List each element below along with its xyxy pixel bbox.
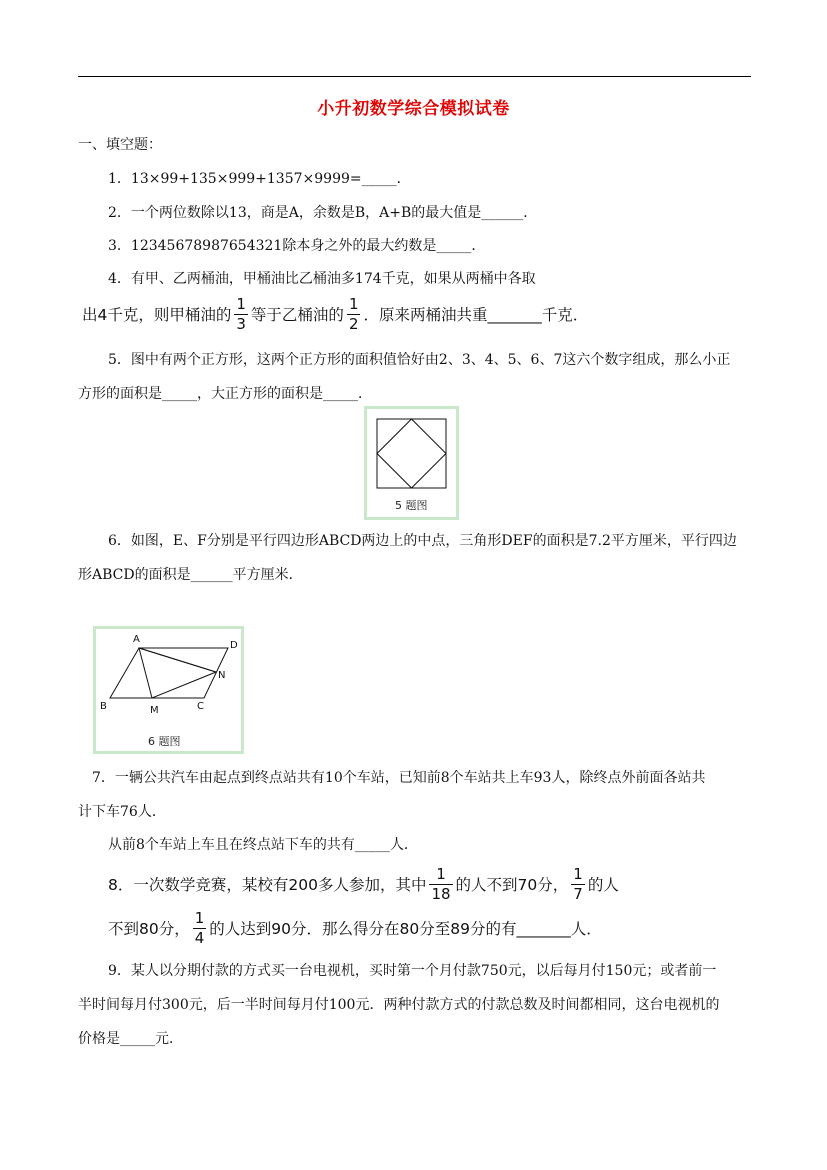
question-4-line1: 4．有甲、乙两桶油，甲桶油比乙桶油多174千克，如果从两桶中各取: [108, 271, 536, 287]
figure-5-box: [364, 406, 459, 520]
question-9-line2: 半时间每月付300元，后一半时间每月付100元．两种付款方式的付款总数及时间都相同，这台电视机的: [78, 997, 720, 1013]
label-n: N: [218, 670, 226, 681]
question-3: 3．12345678987654321除本身之外的最大约数是_____．: [108, 238, 486, 254]
section-heading: 一、填空题：: [78, 137, 162, 153]
question-6-line1: 6．如图，E、F分别是平行四边形ABCD两边上的中点，三角形DEF的面积是7.2平方厘米，平行四边: [108, 533, 737, 549]
label-m: M: [150, 705, 159, 716]
question-6-line2: 形ABCD的面积是______平方厘米．: [78, 567, 303, 583]
fraction-one-fourth: [193, 908, 207, 947]
segment-an: [139, 648, 216, 672]
question-7-line1: 7．一辆公共汽车由起点到终点站共有10个车站，已知前8个车站共上车93人，除终点外前面各站共: [92, 770, 706, 786]
question-8-line2: [108, 906, 602, 950]
frac-num: 1: [429, 867, 452, 885]
question-2: 2．一个两位数除以13，商是A，余数是B，A+B的最大值是______．: [108, 205, 538, 221]
question-4-line2: [82, 294, 588, 334]
q4-text-b: 等于乙桶油的: [250, 306, 344, 324]
q8-text-a: 8．一次数学竞赛，某校有200多人参加，其中: [108, 876, 427, 894]
frac-den: 4: [194, 928, 205, 947]
figure-6-box: [93, 626, 244, 754]
fraction-one-seventh: [571, 864, 585, 903]
header-rule: [78, 76, 751, 77]
fraction-one-half: [347, 294, 361, 333]
question-5-line1: 5．图中有两个正方形，这两个正方形的面积值恰好由2、3、4、5、6、7这六个数字组成，那么小正: [108, 352, 731, 368]
label-b: B: [100, 701, 107, 712]
page-title: 小升初数学综合模拟试卷: [317, 99, 510, 119]
question-9-line1: 9．某人以分期付款的方式买一台电视机，买时第一个月付款750元，以后每月付150元；或者前一: [108, 963, 717, 979]
figure-5-caption: 5 题图: [395, 499, 428, 512]
fraction-one-eighteenth: [429, 864, 452, 903]
question-8-line1: [108, 862, 619, 906]
figure-6-caption: 6 题图: [148, 735, 181, 748]
frac-num: 1: [194, 908, 205, 927]
frac-num: 1: [573, 864, 583, 883]
q8-text-b: 的人不到70分，: [455, 876, 569, 894]
frac-den: 3: [236, 314, 246, 333]
question-9-line3: 价格是_____元．: [78, 1031, 183, 1047]
question-7-line3: 从前8个车站上车且在终点站下车的共有_____人．: [108, 837, 418, 853]
question-7-line2: 计下车76人．: [78, 804, 166, 820]
fraction-one-third: [234, 294, 248, 333]
inner-square: [377, 419, 446, 488]
outer-square: [377, 419, 446, 488]
q8-text-d: 不到80分，: [108, 920, 190, 938]
frac-den: 2: [348, 314, 359, 333]
label-c: C: [197, 701, 204, 712]
q4-text-c: ．原来两桶油共重_______千克．: [363, 306, 589, 324]
frac-den: 18: [431, 884, 451, 903]
q4-text-a: 出4千克，则甲桶油的: [82, 306, 232, 324]
frac-den: 7: [573, 884, 583, 903]
label-d: D: [230, 640, 238, 651]
parallelogram-abcd: [110, 648, 228, 698]
frac-num: 1: [236, 294, 246, 313]
triangle-amn: [139, 648, 216, 698]
label-a: A: [133, 634, 140, 645]
question-5-line2: 方形的面积是_____，大正方形的面积是_____．: [78, 386, 372, 402]
frac-num: 1: [348, 294, 359, 313]
q8-text-c: 的人: [587, 876, 619, 894]
question-1: 1．13×99+135×999+1357×9999=_____．: [108, 171, 411, 187]
q8-text-e: 的人达到90分．那么得分在80分至89分的有_______人．: [209, 920, 602, 938]
